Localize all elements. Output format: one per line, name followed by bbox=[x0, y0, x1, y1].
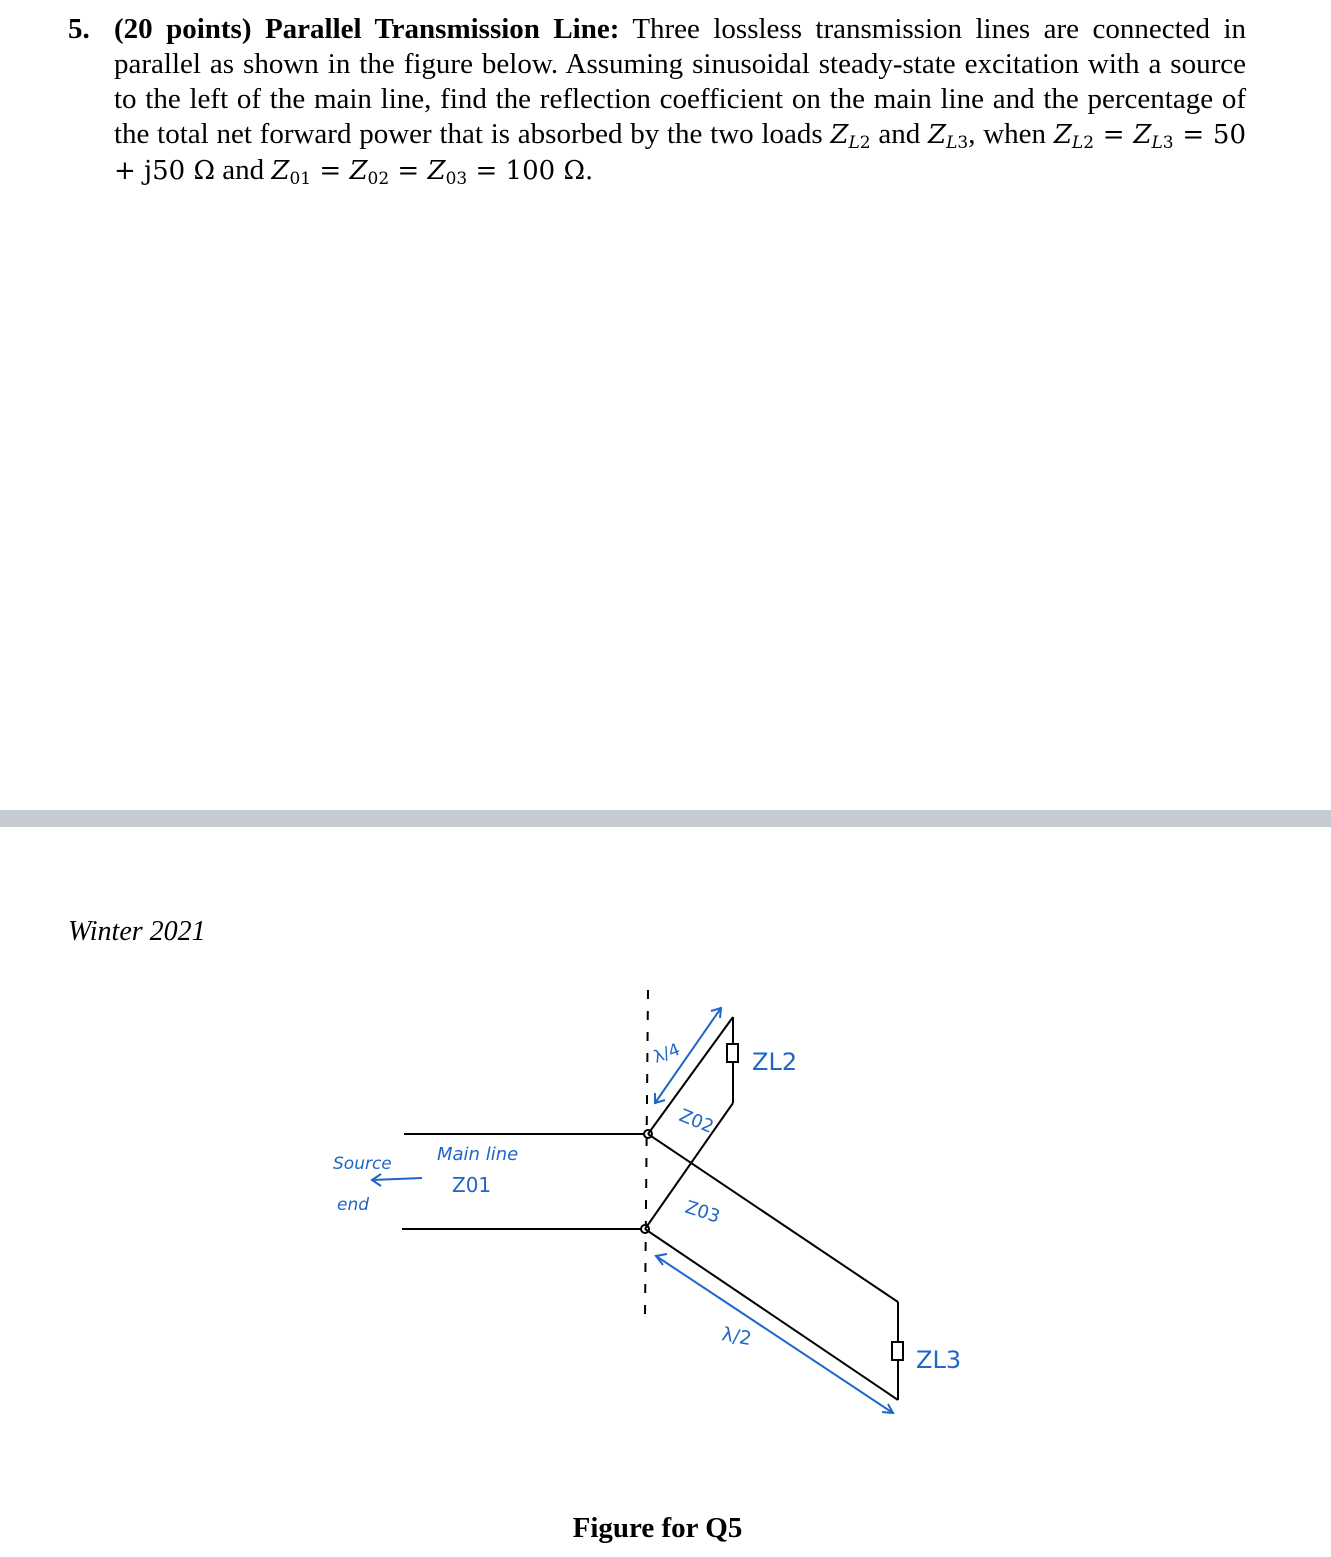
when-word: , when bbox=[968, 118, 1047, 150]
load-value: 50 + j50 Ω bbox=[114, 120, 1247, 186]
end-label: end bbox=[337, 1195, 370, 1215]
page-divider bbox=[0, 810, 1331, 827]
zl3-load-icon bbox=[892, 1342, 903, 1360]
main-line-label: Main line bbox=[437, 1144, 519, 1165]
question-block bbox=[68, 12, 1246, 189]
symbol-zl3: $Z_{L3}$ bbox=[928, 120, 969, 153]
half-wave-label: λ/2 bbox=[720, 1323, 754, 1351]
figure-caption bbox=[0, 1512, 1331, 1545]
junction-dashed-line bbox=[645, 990, 648, 1315]
and-word-2: and bbox=[222, 154, 265, 186]
load-equation: $Z_{L2} = Z_{L3} = 50 + j50$ Ω bbox=[114, 120, 1247, 186]
transmission-line-figure bbox=[0, 960, 1331, 1460]
z01-label: Z01 bbox=[452, 1173, 492, 1197]
zl2-label: ZL2 bbox=[752, 1048, 798, 1076]
figure-caption-text: Figure for Q5 bbox=[572, 1512, 743, 1544]
term-label: Winter 2021 bbox=[68, 916, 206, 947]
and-word: and bbox=[878, 118, 921, 150]
z02-label: Z02 bbox=[676, 1105, 717, 1138]
source-label: Source bbox=[333, 1154, 392, 1174]
line-value: 100 Ω. bbox=[505, 156, 594, 186]
line-equation: $Z_{01} = Z_{02} = Z_{03} = 100$ Ω. bbox=[271, 156, 594, 189]
question-description: Three lossless transmission lines are connected in parallel as shown in the figure below. Assuming sinusoidal steady-state excitation with a source to the left of the main line, find the reflection coefficient on the main line and the percentage of the total net forward power that is absorbed by the two loads bbox=[114, 13, 1246, 150]
zl3-label: ZL3 bbox=[916, 1346, 962, 1374]
question-text bbox=[114, 12, 1246, 189]
source-direction-arrow bbox=[372, 1178, 422, 1180]
z03-conductor-1 bbox=[648, 1134, 898, 1302]
question-points: (20 points) bbox=[114, 13, 252, 45]
question-title: Parallel Transmission Line: bbox=[264, 13, 620, 45]
z03-label: Z03 bbox=[682, 1196, 723, 1228]
z03-conductor-2 bbox=[645, 1229, 898, 1400]
zl2-load-icon bbox=[727, 1044, 738, 1062]
symbol-zl2: $Z_{L2}$ bbox=[830, 120, 871, 153]
quarter-wave-label: λ/4 bbox=[650, 1039, 683, 1068]
question-number: 5. bbox=[68, 13, 90, 45]
half-wave-arrow bbox=[656, 1256, 893, 1413]
